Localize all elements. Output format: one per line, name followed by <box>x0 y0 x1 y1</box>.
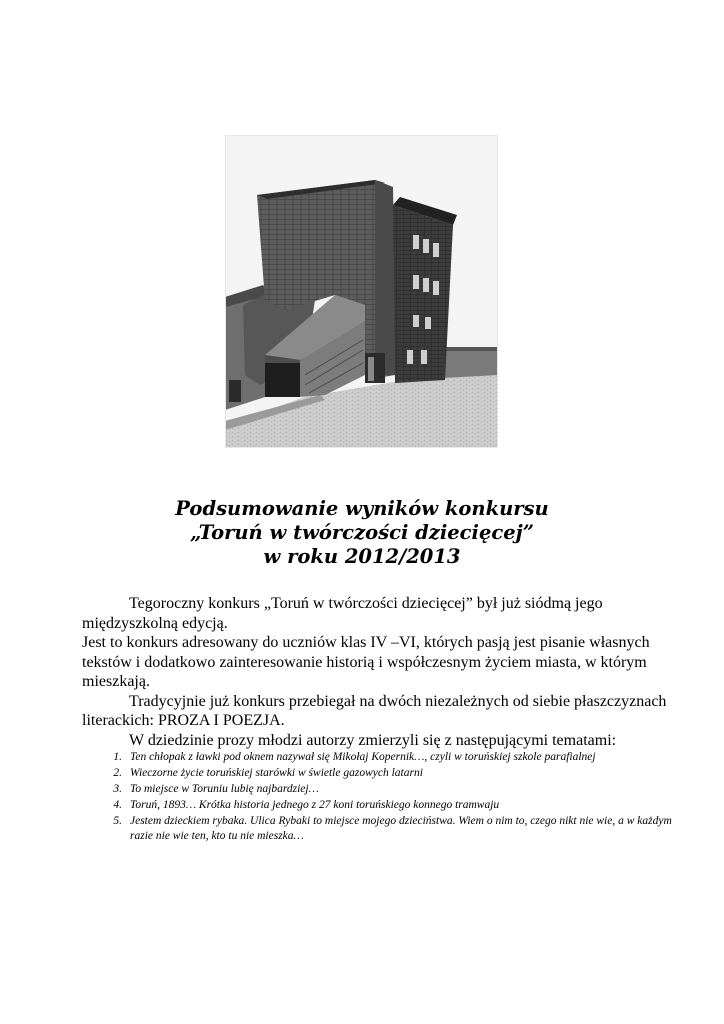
leaning-tower-photo <box>225 135 498 448</box>
list-item-number: 3. <box>113 783 122 795</box>
title-line-2: „Toruń w twórczości dziecięcej” <box>190 521 534 544</box>
list-item-number: 1. <box>113 751 122 763</box>
list-item-number: 5. <box>113 815 122 827</box>
document-title <box>0 497 724 569</box>
list-item-text: Ten chłopak z ławki pod oknem nazywał się Mikołaj Kopernik…, czyli w toruńskiej szkole parafialnej <box>130 751 596 763</box>
list-item <box>82 766 672 781</box>
list-item-text: To miejsce w Toruniu lubię najbardziej… <box>130 783 319 795</box>
paragraph-intro: Tegoroczny konkurs „Toruń w twórczości dziecięcej” był już siódmą jego międzyszkolną edycją. <box>82 595 603 632</box>
list-item-text: Wieczorne życie toruńskiej starówki w świetle gazowych latarni <box>130 767 423 779</box>
paragraph-categories: Tradycyjnie już konkurs przebiegał na dwóch niezależnych od siebie płaszczyznach literackich: PROZA I POEZJA. <box>82 692 667 729</box>
list-item-text: Jestem dzieckiem rybaka. Ulica Rybaki to miejsce mojego dzieciństwa. Wiem o nim to, czego nikt nie wie, a w każdym razie nie wie ten, kto tu nie mieszka… <box>130 815 672 842</box>
list-item-text: Toruń, 1893… Krótka historia jednego z 27 koni toruńskiego konnego tramwaju <box>130 799 500 811</box>
title-line-3: w roku 2012/2013 <box>263 545 461 568</box>
document-body <box>82 594 672 845</box>
list-item-number: 2. <box>113 767 122 779</box>
paragraph-target-audience: Jest to konkurs adresowany do uczniów klas IV –VI, których pasją jest pisanie własnych tekstów i dodatkowo zainteresowanie historią i współczesnym życiem miasta, w którym mieszkają. <box>82 634 650 690</box>
prose-topics-list <box>82 750 672 844</box>
list-item <box>82 798 672 813</box>
paragraph-prose-topics-intro: W dziedzinie prozy młodzi autorzy zmierzyli się z następującymi tematami: <box>129 731 617 749</box>
list-item <box>82 782 672 797</box>
list-item <box>82 750 672 765</box>
title-line-1: Podsumowanie wyników konkursu <box>175 497 549 520</box>
list-item-number: 4. <box>113 799 122 811</box>
list-item <box>82 814 672 844</box>
